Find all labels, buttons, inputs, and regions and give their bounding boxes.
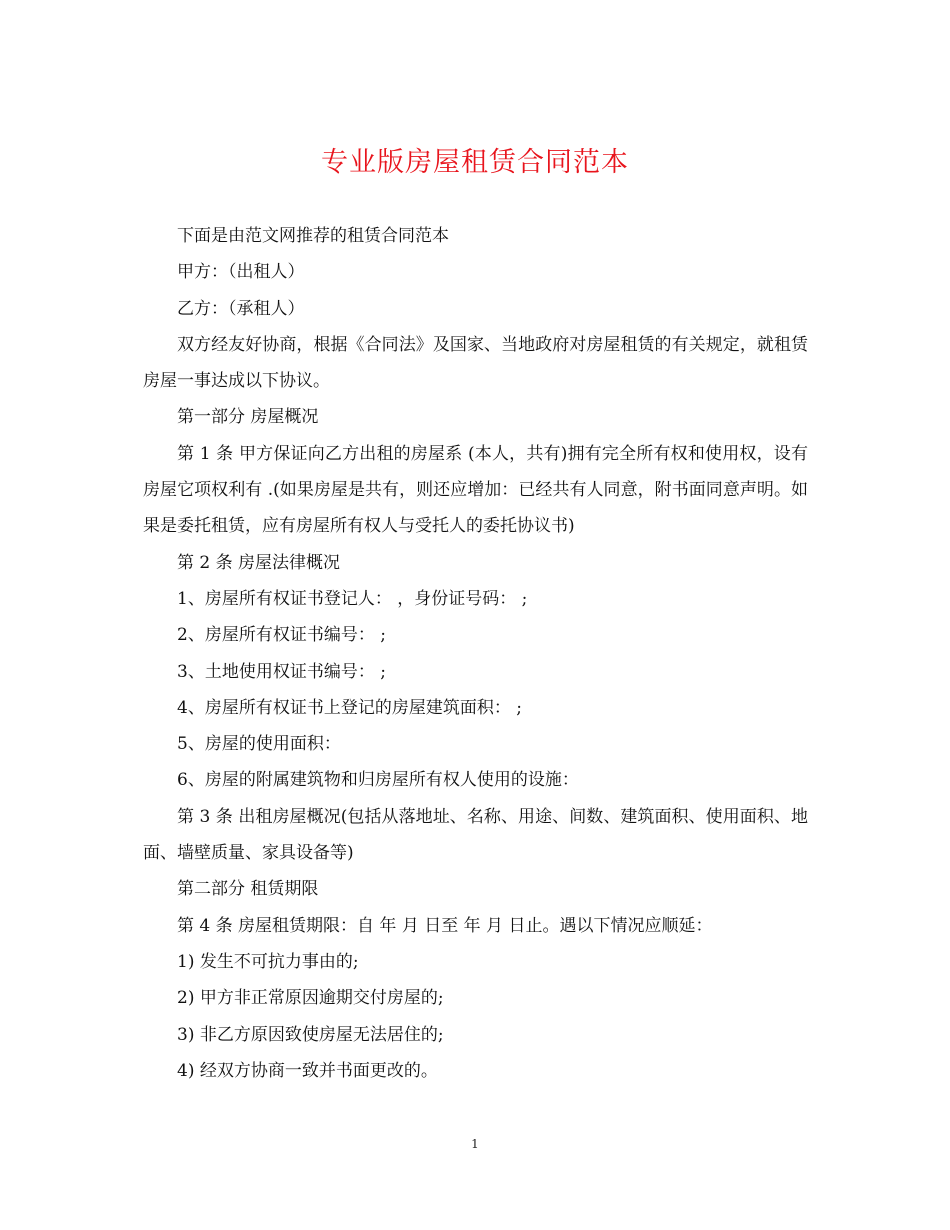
article-4: 第 4 条 房屋租赁期限：自 年 月 日至 年 月 日止。遇以下情况应顺延： [177,915,713,936]
list-item: 5、房屋的使用面积： [177,734,341,755]
list-item: 2) 甲方非正常原因逾期交付房屋的; [177,988,444,1009]
list-item: 3、土地使用权证书编号： ; [177,661,386,682]
list-item: 3) 非乙方原因致使房屋无法居住的; [177,1024,444,1045]
article-2-heading: 第 2 条 房屋法律概况 [177,552,341,573]
section-heading-part-two: 第二部分 租赁期限 [177,879,319,900]
list-item: 1) 发生不可抗力事由的; [177,951,359,972]
agreement-preamble: 双方经友好协商，根据《合同法》及国家、当地政府对房屋租赁的有关规定，就租赁房屋一事达成以下协议。 [143,334,808,392]
article-1: 第 1 条 甲方保证向乙方出租的房屋系 (本人，共有)拥有完全所有权和使用权，设有房屋它项权利有 .(如果房屋是共有，则还应增加：已经共有人同意，附书面同意声明。如果是委托租赁，应有房屋所有权人与受托人的委托协议书) [143,443,808,537]
document-title: 专业版房屋租赁合同范本 [321,147,629,178]
list-item: 2、房屋所有权证书编号： ; [177,625,386,646]
list-item: 4、房屋所有权证书上登记的房屋建筑面积： ; [177,697,522,718]
intro-line: 下面是由范文网推荐的租赁合同范本 [177,226,449,246]
page-number: 1 [471,1137,479,1151]
party-a-line: 甲方：（出租人） [177,262,305,283]
list-item: 4) 经双方协商一致并书面更改的。 [177,1060,438,1081]
list-item: 1、房屋所有权证书登记人： ，身份证号码： ; [177,588,528,609]
section-heading-part-one: 第一部分 房屋概况 [177,407,319,428]
document-body [143,218,808,1089]
party-b-line: 乙方：（承租人） [177,298,305,319]
list-item: 6、房屋的附属建筑物和归房屋所有权人使用的设施： [177,770,579,791]
article-3: 第 3 条 出租房屋概况(包括从落地址、名称、用途、间数、建筑面积、使用面积、地面、墙壁质量、家具设备等) [143,806,808,864]
